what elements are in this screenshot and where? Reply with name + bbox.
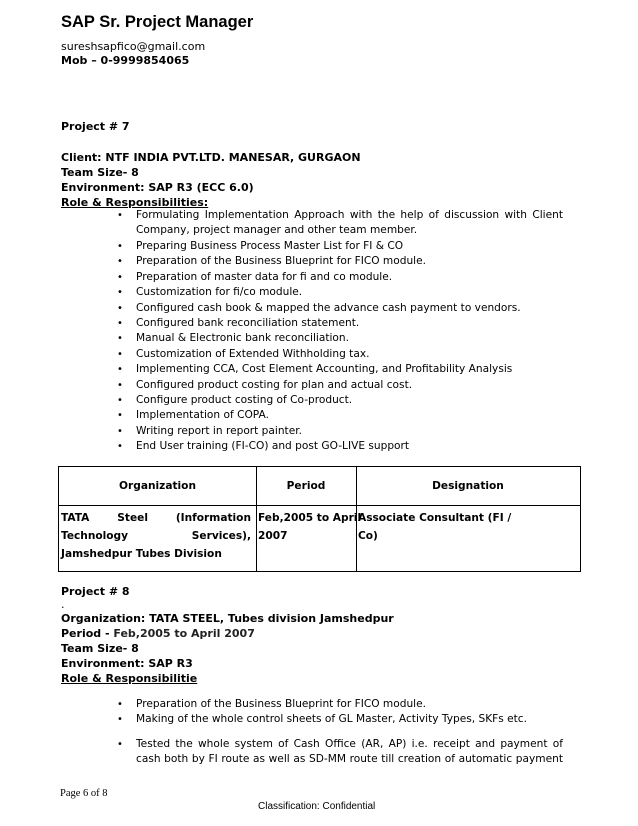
list-item: • End User training (FI-CO) and post GO-LIVE support (136, 439, 563, 454)
list-item: • Preparation of master data for fi and co module. (136, 270, 563, 285)
list-item: • Configure product costing of Co-product. (136, 393, 563, 408)
column-header-period: Period (286, 480, 326, 492)
bullet-dot-icon: • (117, 699, 123, 710)
bullet-dot-icon: • (117, 333, 123, 345)
project7-roles-heading: Role & Responsibilities: (61, 196, 209, 209)
bullet-dot-icon: • (117, 302, 123, 314)
table-cell-organization: TATA Steel (Information Technology Services), Jamshedpur Tubes Division (61, 512, 251, 560)
project8-period: Period - Feb,2005 to April 2007 (61, 627, 255, 640)
bullet-dot-icon: • (117, 210, 123, 221)
bullet-dot-icon: • (117, 271, 123, 283)
bullet-dot-icon: • (117, 410, 123, 422)
project8-organization: Organization: TATA STEEL, Tubes division Jamshedpur (61, 612, 394, 625)
bullet-dot-icon: • (117, 739, 123, 750)
project8-dot: . (61, 598, 65, 611)
list-item: • Formulating Implementation Approach with the help of discussion with Client Company, project manager and other team member. (117, 209, 563, 237)
project8-environment: Environment: SAP R3 (61, 657, 193, 670)
project7-team-size: Team Size- 8 (61, 166, 139, 179)
list-item: • Manual & Electronic bank reconciliation. (136, 331, 563, 346)
project8-bullet-list-last (117, 737, 563, 768)
project8-bullet-list (117, 697, 563, 728)
bullet-dot-icon: • (117, 318, 123, 330)
list-item: • Configured product costing for plan and actual cost. (136, 378, 563, 393)
bullet-dot-icon: • (117, 287, 123, 299)
page-title: SAP Sr. Project Manager (61, 13, 254, 31)
list-item: • Implementing CCA, Cost Element Accounting, and Profitability Analysis (136, 362, 563, 377)
bullet-dot-icon: • (117, 714, 123, 726)
bullet-dot-icon: • (117, 241, 123, 252)
list-item: • Preparing Business Process Master List for FI & CO (136, 239, 563, 254)
list-item: • Writing report in report painter. (136, 424, 563, 439)
project7-heading: Project # 7 (61, 120, 130, 133)
list-item: • Making of the whole control sheets of GL Master, Activity Types, SKFs etc. (136, 712, 563, 727)
list-item: • Customization for fi/co module. (136, 285, 563, 300)
mobile-text: Mob – 0-9999854065 (61, 54, 190, 67)
list-item: • Customization of Extended Withholding tax. (136, 347, 563, 362)
email-text: sureshsapfico@gmail.com (61, 40, 206, 53)
bullet-dot-icon: • (117, 425, 123, 437)
project7-bullet-list (117, 208, 563, 239)
classification-label: Classification: Confidential (258, 801, 376, 812)
bullet-dot-icon: • (117, 441, 123, 453)
table-cell-period: Feb,2005 to April 2007 (258, 512, 362, 542)
project8-team-size: Team Size- 8 (61, 642, 139, 655)
project8-heading: Project # 8 (61, 585, 130, 598)
project7-environment: Environment: SAP R3 (ECC 6.0) (61, 181, 254, 194)
bullet-dot-icon: • (117, 379, 123, 391)
bullet-dot-icon: • (117, 348, 123, 360)
bullet-dot-icon: • (117, 256, 123, 268)
column-header-designation: Designation (432, 480, 504, 492)
organization-table (58, 466, 581, 572)
list-item: • Preparation of the Business Blueprint for FICO module. (136, 697, 563, 712)
project8-roles-heading: Role & Responsibilitie (61, 672, 198, 685)
bullet-dot-icon: • (117, 395, 123, 407)
list-item: • Configured cash book & mapped the advance cash payment to vendors. (136, 301, 563, 316)
table-cell-designation: Associate Consultant (FI / Co) (358, 512, 512, 542)
list-item: • Preparation of the Business Blueprint for FICO module. (136, 254, 563, 269)
list-item: • Configured bank reconciliation statement. (136, 316, 563, 331)
list-item: • Implementation of COPA. (136, 408, 563, 423)
column-header-organization: Organization (119, 480, 196, 492)
page-number: Page 6 of 8 (60, 788, 108, 799)
project7-client: Client: NTF INDIA PVT.LTD. MANESAR, GURGAON (61, 151, 361, 164)
project7-bullet-list-rest (117, 239, 563, 455)
bullet-dot-icon: • (117, 364, 123, 376)
list-item: • Tested the whole system of Cash Office (AR, AP) i.e. receipt and payment of cash both by FI route as well as SD-MM route till creation of automatic payment (117, 738, 563, 766)
